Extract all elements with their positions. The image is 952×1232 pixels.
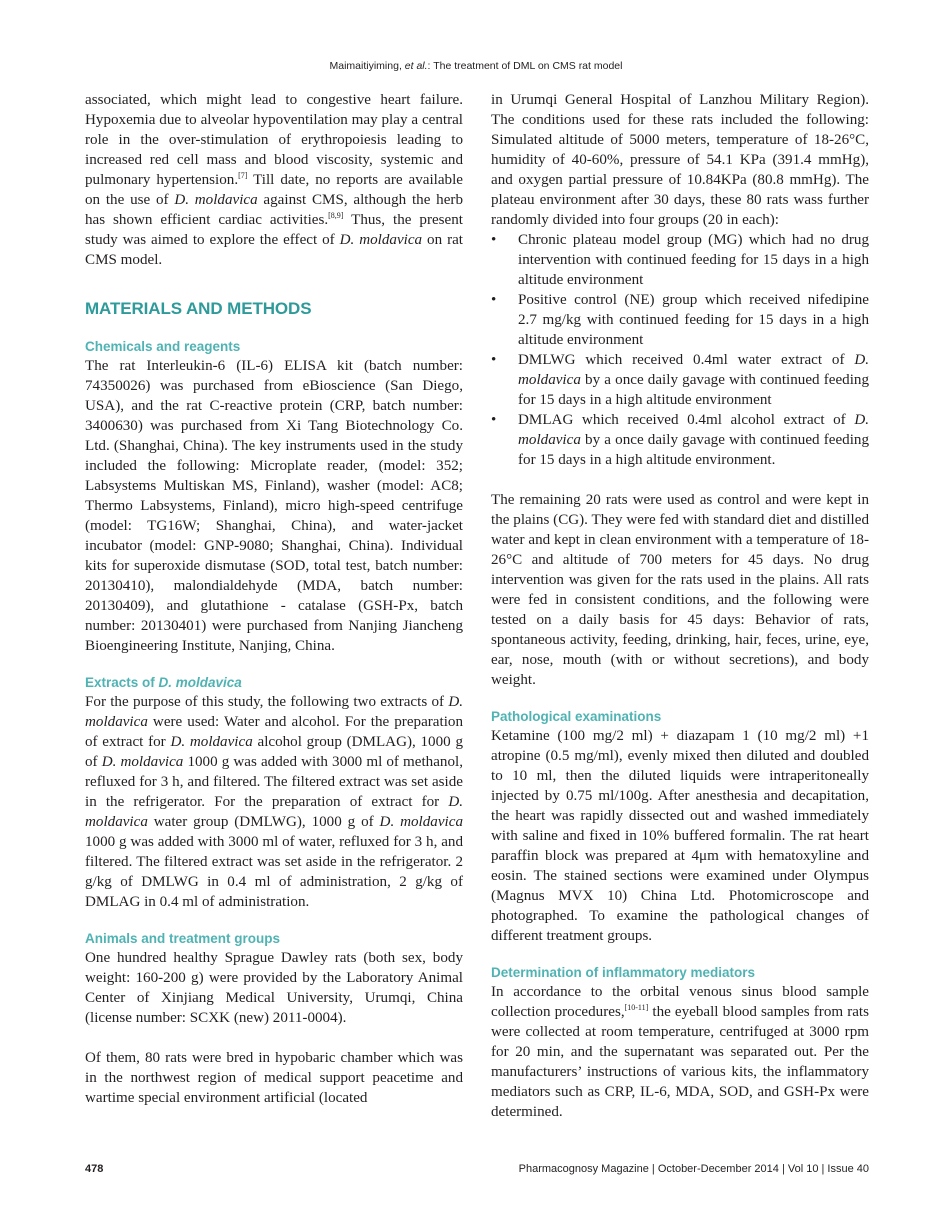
left-column: [85, 90, 463, 1108]
list-item: • DMLAG which received 0.4ml alcohol extract of D. moldavica by a once daily gavage with continued feeding for 15 days in a high altitude environment.: [491, 412, 869, 468]
citation[interactable]: [8,9]: [328, 210, 344, 220]
group-list: [491, 230, 869, 470]
animals-paragraph-2: Of them, 80 rats were bred in hypobaric chamber which was in the northwest region of medical support peacetime and wartime special environment artificial (located: [85, 1050, 463, 1106]
list-item: • Chronic plateau model group (MG) which had no drug intervention with continued feeding for 15 days in a high altitude environment: [491, 232, 869, 288]
journal-info: Pharmacognosy Magazine | October-December 2014 | Vol 10 | Issue 40: [518, 1163, 869, 1175]
running-head: [0, 60, 952, 72]
subsection-title-inflammatory: Determination of inflammatory mediators: [491, 965, 756, 980]
conditions-paragraph: in Urumqi General Hospital of Lanzhou Military Region). The conditions used for these rats included the following: Simulated altitude of 5000 meters, temperature of 18-26°C, humidity of 40-60%, pressure of 54.1 KPa (391.4 mmHg), and oxygen partial pressure of 10.84KPa (80.8 mmHg). The plateau environment after 30 days, these 80 rats wass further randomly divided into four groups (20 in each):: [491, 92, 869, 228]
citation[interactable]: [10-11]: [624, 1002, 649, 1012]
running-head-etal: et al.: [404, 60, 428, 72]
page-number: 478: [85, 1163, 104, 1175]
subsection-title-animals: Animals and treatment groups: [85, 931, 281, 946]
list-item: • Positive control (NE) group which received nifedipine 2.7 mg/kg with continued feeding for 15 days in a high altitude environment: [491, 292, 869, 348]
citation[interactable]: [7]: [238, 170, 248, 180]
intro-paragraph: associated, which might lead to congestive heart failure. Hypoxemia due to alveolar hypoventilation may play a central role in the over-stimulation of erythropoiesis leading to increased red cell mass and blood viscosity, systemic and pulmonary hypertension.[7] Till date, no reports are available on the use of D. moldavica against CMS, although the herb has shown efficient cardiac activities.[8,9] Thus, the present study was aimed to explore the effect of D. moldavica on rat CMS model.: [85, 92, 464, 268]
subsection-title-extracts: Extracts of D. moldavica: [85, 675, 242, 690]
subsection-title-chemicals: Chemicals and reagents: [85, 339, 241, 354]
section-title-materials-methods: MATERIALS AND METHODS: [85, 299, 312, 318]
pathology-paragraph: Ketamine (100 mg/2 ml) + diazapam 1 (10 mg/2 ml) +1 atropine (0.5 mg/ml), evenly mixed then diluted and doubled to 10 ml, then the diluted liquids were intraperitoneally injected by 0.75 ml/100g. After anesthesia and decapitation, the heart was rapidly dissected out and washed immediately with saline and fixed in 10% buffered formalin. The rat heart paraffin block was prepared at 4μm with hematoxyline and eosin. The stained sections were examined under Olympus (Magnus MVX 10) China Ltd. Photomicroscope and photographed. To examine the pathological changes of different treatment groups.: [491, 728, 869, 944]
running-head-author: Maimaitiyiming,: [329, 60, 405, 72]
subsection-title-pathology: Pathological examinations: [491, 709, 662, 724]
control-paragraph: The remaining 20 rats were used as control and were kept in the plains (CG). They were fed with standard diet and distilled water and kept in clean environment with a temperature of 18-26°C and altitude of 700 meters for 45 days. No drug intervention was given for the rats used in the plains. All rats were fed in consistent conditions, and the following were tested on a daily basis for 45 days: Behavior of rats, spontaneous activity, feeding, drinking, hair, feces, urine, eye, ear, nose, mouth (with or without secretions), and body weight.: [491, 492, 869, 688]
right-column: [491, 90, 869, 1122]
chemicals-paragraph: The rat Interleukin-6 (IL-6) ELISA kit (batch number: 74350026) was purchased from eBioscience (San Diego, USA), and the rat C-reactive protein (CRP, batch number: 3400630) was purchased from Xi Tang Biotechnology Co. Ltd. (Shanghai, China). The key instruments used in the study included the following: Microplate reader, (model: 352; Labsystems Multiskan MS, Finland), washer (model: AC8; Thermo Labsystems, Finland), micro high-speed centrifuge (model: TG16W; Shanghai, China), and water-jacket incubator (model: GNP-9080; Shanghai, China). Individual kits for superoxide dismutase (SOD, total test, batch number: 20130410), malondialdehyde (MDA, batch number: 20130409), and glutathione - catalase (GSH-Px, batch number: 20130401) were purchased from Nanjing Jiancheng Bioengineering Institute, Nanjing, China.: [85, 358, 463, 654]
animals-paragraph: One hundred healthy Sprague Dawley rats (both sex, body weight: 160-200 g) were provided by the Laboratory Animal Center of Xinjiang Medical University, Urumqi, China (license number: SCXK (new) 2011-0004).: [85, 950, 463, 1026]
running-head-title: : The treatment of DML on CMS rat model: [427, 60, 623, 72]
extracts-paragraph: For the purpose of this study, the following two extracts of D. moldavica were used: Water and alcohol. For the preparation of extract for D. moldavica alcohol group (DMLAG), 1000 g of D. moldavica 1000 g was added with 3000 ml of methanol, refluxed for 3 h, and filtered. The filtered extract was set aside in the refrigerator. For the preparation of extract for D. moldavica water group (DMLWG), 1000 g of D. moldavica 1000 g was added with 3000 ml of water, refluxed for 3 h, and filtered. The filtered extract was set aside in the refrigerator. 2 g/kg of DMLWG in 0.4 ml of administration, 2 g/kg of DMLAG in 0.4 ml of administration.: [85, 694, 463, 910]
list-item: • DMLWG which received 0.4ml water extract of D. moldavica by a once daily gavage with continued feeding for 15 days in a high altitude environment: [491, 352, 869, 408]
inflammatory-paragraph: In accordance to the orbital venous sinus blood sample collection procedures,[10-11] the eyeball blood samples from rats were collected at room temperature, centrifuged at 3000 rpm for 20 min, and the supernatant was separated out. Per the manufacturers’ instructions of various kits, the inflammatory mediators such as CRP, IL-6, MDA, SOD, and GSH-Px were determined.: [491, 984, 869, 1120]
